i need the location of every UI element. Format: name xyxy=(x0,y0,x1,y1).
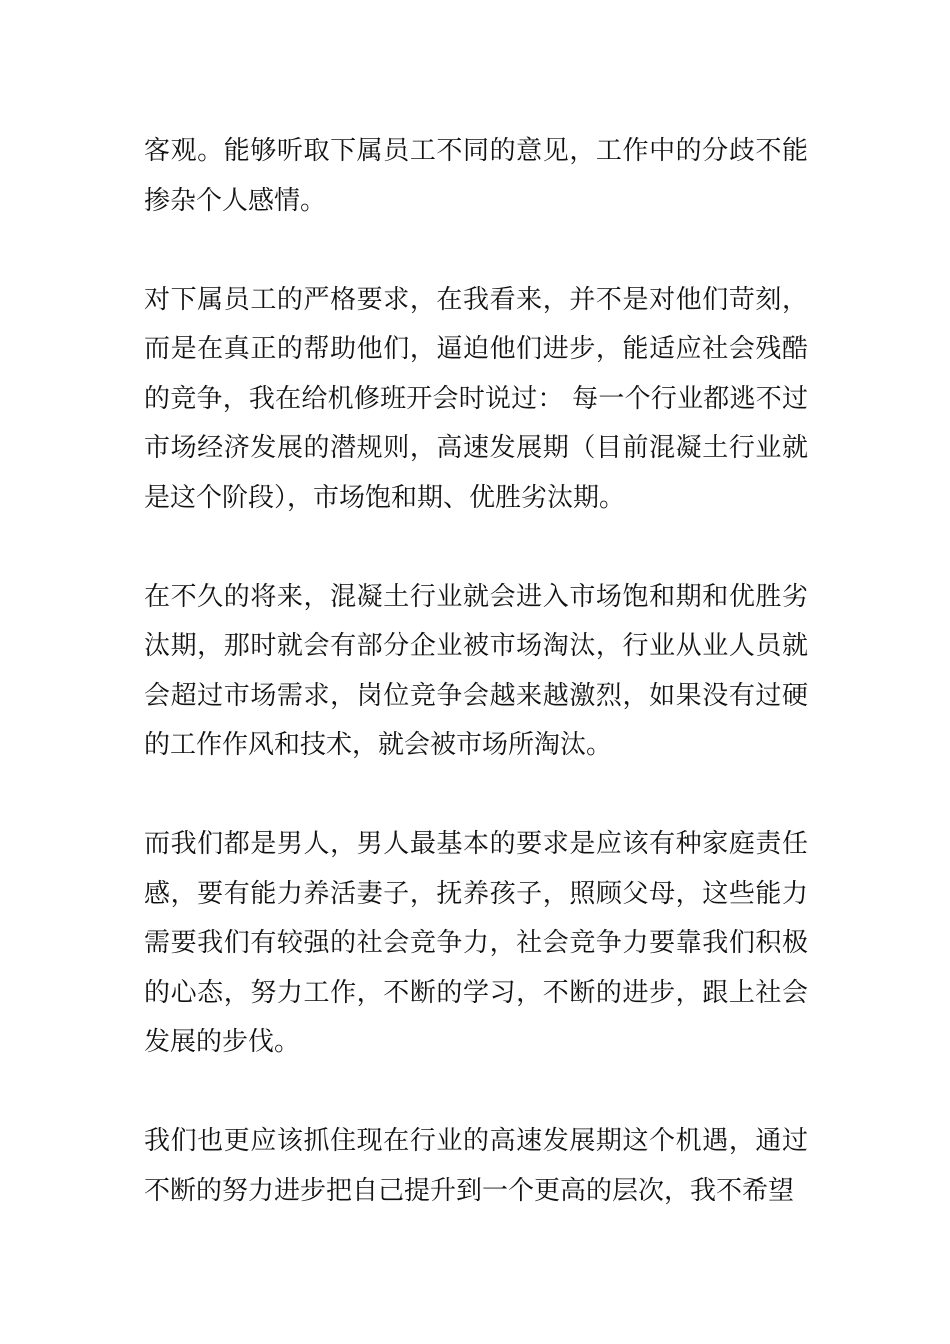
paragraph-1: 客观。能够听取下属员工不同的意见，工作中的分歧不能掺杂个人感情。 xyxy=(144,136,808,216)
paragraph-2: 对下属员工的严格要求，在我看来，并不是对他们苛刻，而是在真正的帮助他们，逼迫他们进步，能适应社会残酷的竞争，我在给机修班开会时说过： 每一个行业都逃不过市场经济发展的潜规则，高速发展期（目前混凝土行业就是这个阶段），市场饱和期、优胜劣汰期。 xyxy=(144,284,808,513)
document-body xyxy=(144,127,808,1266)
paragraph-5: 我们也更应该抓住现在行业的高速发展期这个机遇，通过不断的努力进步把自己提升到一个更高的层次，我不希望 xyxy=(144,1126,808,1206)
paragraph-3: 在不久的将来，混凝土行业就会进入市场饱和期和优胜劣汰期，那时就会有部分企业被市场淘汰，行业从业人员就会超过市场需求，岗位竞争会越来越激烈，如果没有过硬的工作作风和技术，就会被市场所淘汰。 xyxy=(144,581,808,760)
paragraph-4: 而我们都是男人，男人最基本的要求是应该有种家庭责任感，要有能力养活妻子，抚养孩子，照顾父母，这些能力需要我们有较强的社会竞争力，社会竞争力要靠我们积极的心态，努力工作，不断的学习，不断的进步，跟上社会发展的步伐。 xyxy=(144,829,808,1057)
